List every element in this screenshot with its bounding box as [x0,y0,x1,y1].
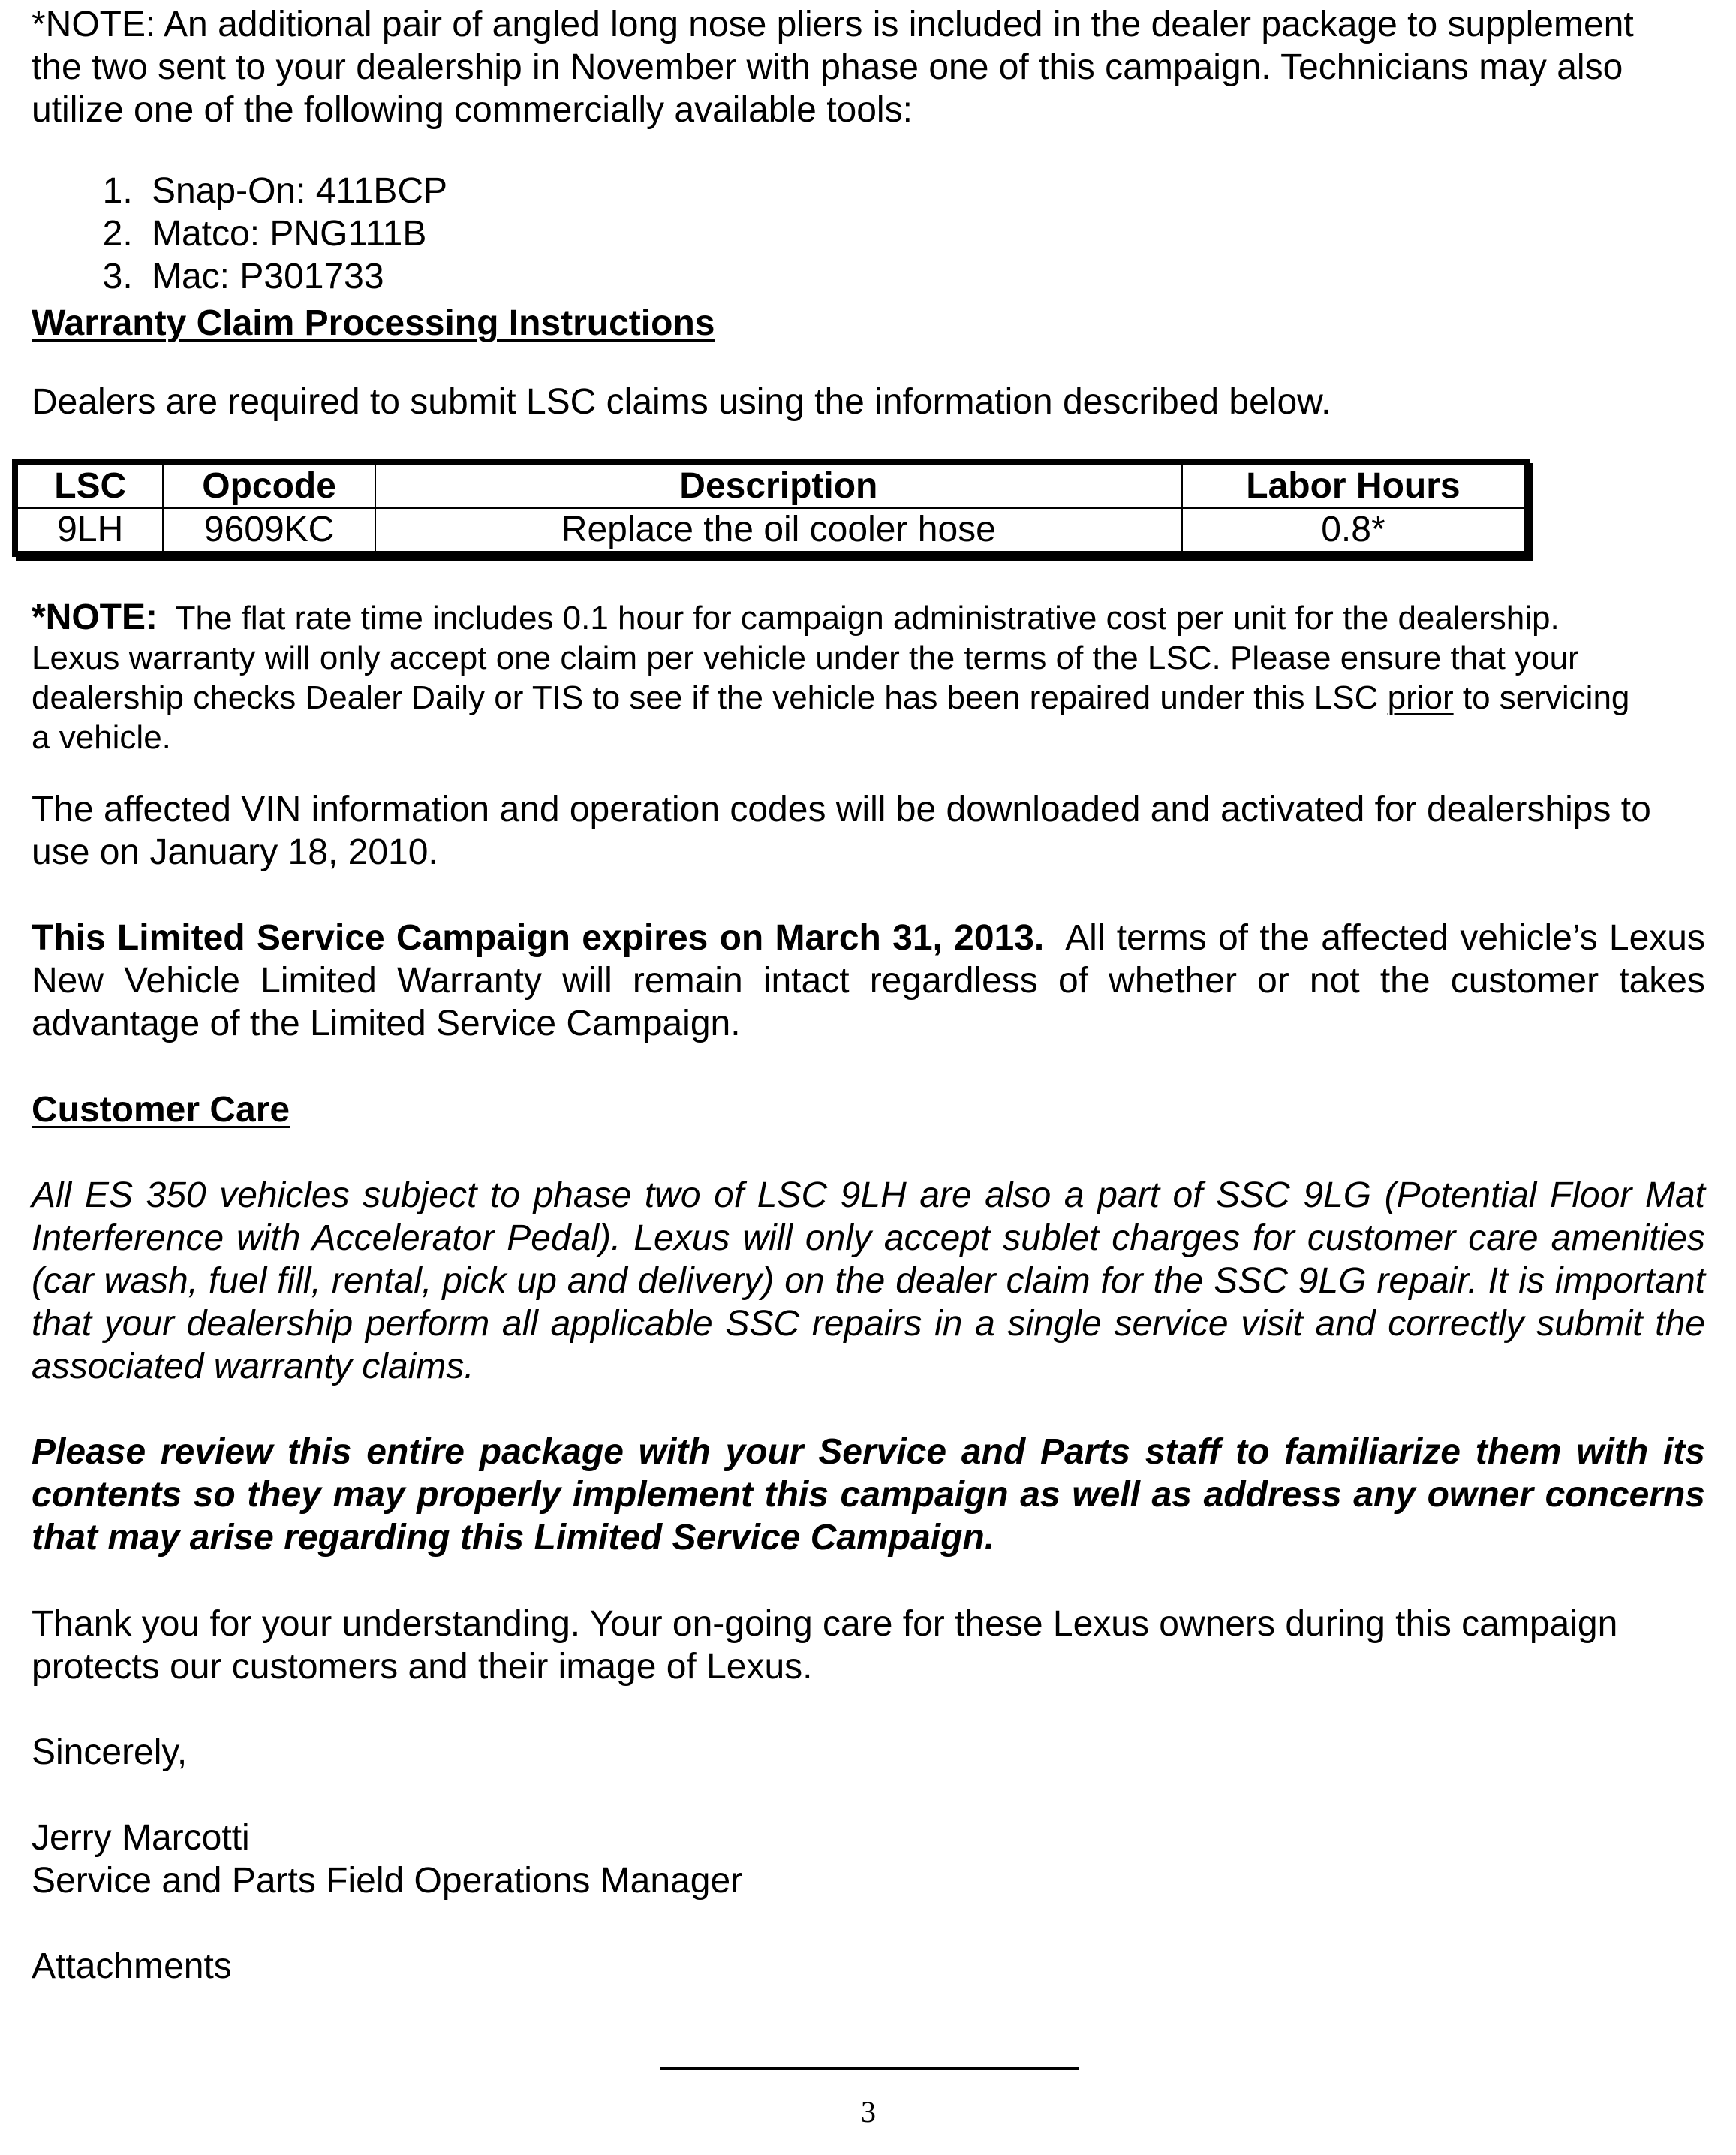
thanks-line1: Thank you for your understanding. Your on-going care for these Lexus owners during this campaign [32,1604,1618,1644]
vin-line2: use on January 18, 2010. [32,832,438,872]
expires-bold: This Limited Service Campaign expires on March 31, 2013. [32,918,1045,958]
vin-line1: The affected VIN information and operation codes will be downloaded and activated for dealerships to [32,790,1651,829]
thanks-line2: protects our customers and their image of Lexus. [32,1647,813,1687]
column-header-opcode: Opcode [163,462,375,508]
note-second-line3-post: to servicing [1453,679,1630,716]
table-row [15,508,1527,554]
signer-title: Service and Parts Field Operations Manager [32,1861,743,1901]
note-second-line4: a vehicle. [32,719,171,756]
note-top [32,3,1705,131]
note-second-line1: The flat rate time includes 0.1 hour for campaign administrative cost per unit for the dealership. [175,600,1560,637]
claim-table [12,459,1530,557]
note-top-line3: utilize one of the following commercially available tools: [32,90,913,130]
footer-rule [660,2067,1079,2070]
cell-description: Replace the oil cooler hose [375,508,1182,554]
cell-labor-hours: 0.8* [1182,508,1527,554]
note-second [32,597,1705,757]
tools-list [32,170,447,298]
list-item: 3. Mac: P301733 [143,255,447,298]
list-item: 1. Snap-On: 411BCP [143,170,447,212]
note-top-line2: the two sent to your dealership in November with phase one of this campaign. Technicians may also [32,47,1623,87]
cell-opcode: 9609KC [163,508,375,554]
closing: Sincerely, [32,1732,188,1772]
column-header-labor-hours: Labor Hours [1182,462,1527,508]
vin-paragraph [32,788,1705,874]
attachments: Attachments [32,1946,232,1986]
note-top-line1: *NOTE: An additional pair of angled long nose pliers is included in the dealer package to supplement [32,5,1634,44]
note-second-label: *NOTE: [32,597,158,637]
review-text: Please review this entire package with your Service and Parts staff to familiarize them with its contents so they may properly implement this campaign as well as address any owner concerns that may arise regarding this Limited Service Campaign. [32,1432,1705,1558]
customer-care-text: All ES 350 vehicles subject to phase two of LSC 9LH are also a part of SSC 9LG (Potential Floor Mat Interference with Accelerator Pedal). Lexus will only accept sublet charges for customer care amenities (car wash, fuel fill, rental, pick up and delivery) on the dealer claim for the SSC 9LG repair. It is important that your dealership perform all applicable SSC repairs in a single service visit and correctly submit the associated warranty claims. [32,1175,1705,1386]
table-header-row [15,462,1527,508]
warranty-heading: Warranty Claim Processing Instructions [32,303,715,343]
dealers-text: Dealers are required to submit LSC claims using the information described below. [32,382,1331,422]
customer-care-heading: Customer Care [32,1090,290,1130]
thanks-paragraph [32,1603,1705,1688]
expires-paragraph [32,916,1705,1045]
signer-name: Jerry Marcotti [32,1818,250,1858]
note-second-line3-pre: dealership checks Dealer Daily or TIS to see if the vehicle has been repaired under this LSC [32,679,1388,716]
page-number: 3 [861,2095,876,2129]
note-second-line2: Lexus warranty will only accept one claim per vehicle under the terms of the LSC. Please ensure that your [32,640,1579,676]
signature-block [32,1816,1705,1902]
column-header-description: Description [375,462,1182,508]
cell-lsc: 9LH [15,508,163,554]
prior-underlined: prior [1387,679,1454,716]
expires-rest: All terms of the affected vehicle’s Lexus New Vehicle Limited Warranty will remain intact regardless of whether or not the customer takes advantage of the Limited Service Campaign. [32,918,1705,1043]
list-item: 2. Matco: PNG111B [143,212,447,255]
column-header-lsc: LSC [15,462,163,508]
